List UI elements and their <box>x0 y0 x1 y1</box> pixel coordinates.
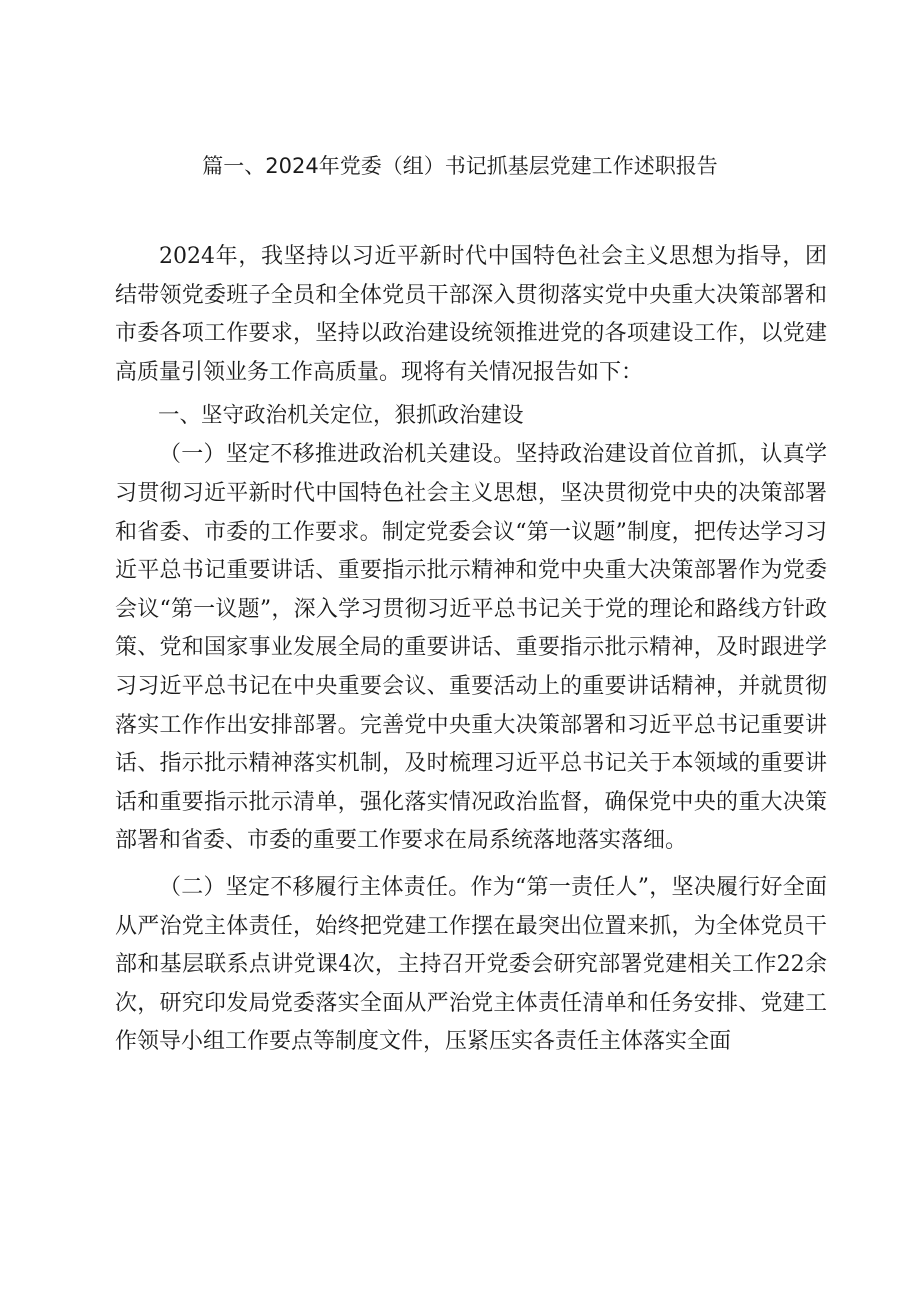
subsection-paragraph-2: （二）坚定不移履行主体责任。作为“第一责任人”，坚决履行好全面从严治党主体责任，始终把党建工作摆在最突出位置来抓，为全体党员干部和基层联系点讲党课4次，主持召开党委会研究部署党建相关工作22余次，研究印发局党委落实全面从严治党主体责任清单和任务安排、党建工作领导小组工作要点等制度文件，压紧压实各责任主体落实全面 <box>115 874 827 1055</box>
subsection-paragraph-1: （一）坚定不移推进政治机关建设。坚持政治建设首位首抓，认真学习贯彻习近平新时代中国特色社会主义思想，坚决贯彻党中央的决策部署和省委、市委的工作要求。制定党委会议“第一议题”制度，把传达学习习近平总书记重要讲话、重要指示批示精神和党中央重大决策部署作为党委会议“第一议题”，深入学习贯彻习近平总书记关于党的理论和路线方针政策、党和国家事业发展全局的重要讲话、重要指示批示精神，及时跟进学习习近平总书记在中央重要会议、重要活动上的重要讲话精神，并就贯彻落实工作作出安排部署。完善党中央重大决策部署和习近平总书记重要讲话、指示批示精神落实机制，及时梳理习近平总书记关于本领域的重要讲话和重要指示批示清单，强化落实情况政治监督，确保党中央的重大决策部署和省委、市委的重要工作要求在局系统落地落实落细。 <box>115 442 827 854</box>
intro-paragraph: 2024年，我坚持以习近平新时代中国特色社会主义思想为指导，团结带领党委班子全员和全体党员干部深入贯彻落实党中央重大决策部署和市委各项工作要求，坚持以政治建设统领推进党的各项建设工作，以党建高质量引领业务工作高质量。现将有关情况报告如下： <box>115 244 827 385</box>
section-heading-1: 一、坚守政治机关定位，狠抓政治建设 <box>158 403 524 429</box>
document-body <box>115 238 827 1062</box>
document-title: 篇一、2024年党委（组）书记抓基层党建工作述职报告 <box>202 154 718 178</box>
